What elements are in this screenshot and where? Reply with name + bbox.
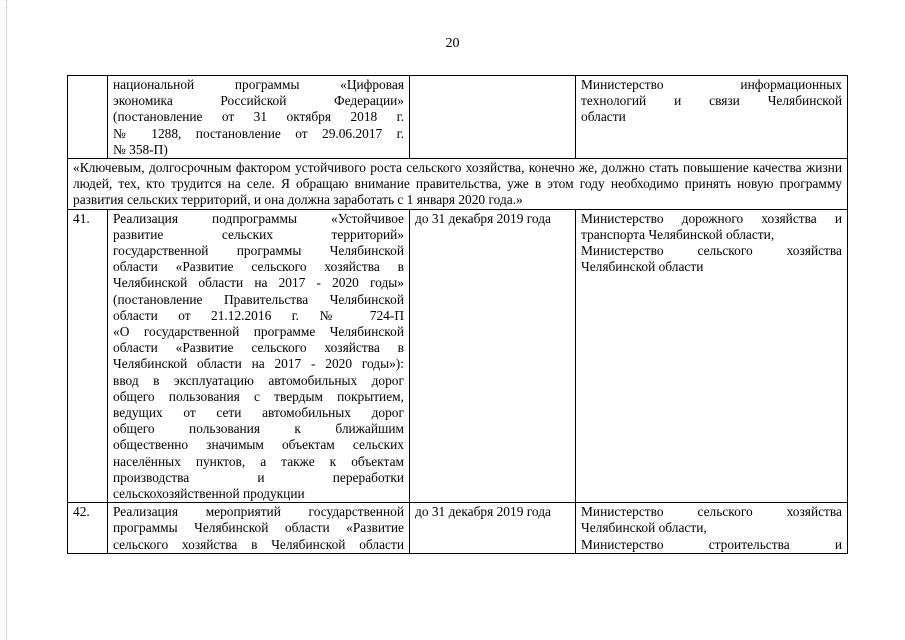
task-line: общего пользования с твердым покрытием, bbox=[113, 388, 404, 404]
page-edge-mark bbox=[6, 0, 8, 640]
task-line: населённых пунктов, а также к объектам bbox=[113, 453, 404, 469]
task-line: области «Развитие сельского хозяйства в bbox=[113, 340, 404, 356]
table-row bbox=[68, 503, 848, 554]
task-line: (постановление Правительства Челябинской bbox=[113, 291, 404, 307]
task-line: области от 21.12.2016 г. № 724-П bbox=[113, 307, 404, 323]
task-line: (постановление от 31 октября 2018 г. bbox=[113, 109, 404, 125]
deadline-cell bbox=[410, 76, 576, 159]
responsible-line: области bbox=[581, 109, 626, 125]
row-number: 41. bbox=[68, 209, 108, 503]
task-line: общего пользования к ближайшим bbox=[113, 421, 404, 437]
task-line: Челябинской области на 2017 - 2020 годы»): bbox=[113, 356, 404, 372]
table-row bbox=[68, 209, 848, 503]
task-line: сельского хозяйства в Челябинской области bbox=[113, 536, 404, 552]
task-line: государственной программы Челябинской bbox=[113, 243, 404, 259]
table-row bbox=[68, 76, 848, 159]
task-line: ввод в эксплуатацию автомобильных дорог bbox=[113, 372, 404, 388]
deadline-cell: до 31 декабря 2019 года bbox=[410, 209, 576, 503]
responsible-line: Министерство информационных bbox=[581, 77, 842, 92]
task-line: Реализация подпрограммы «Устойчивое bbox=[113, 210, 404, 226]
task-cell bbox=[108, 76, 410, 159]
task-line: программы Челябинской области «Развитие bbox=[113, 520, 404, 536]
responsible-line: Министерство сельского хозяйства bbox=[581, 243, 842, 259]
responsible-cell bbox=[576, 76, 848, 159]
responsible-line: Министерство дорожного хозяйства и bbox=[581, 210, 842, 226]
row-number: 42. bbox=[68, 503, 108, 554]
task-line: № 358-П) bbox=[113, 141, 168, 157]
responsible-cell bbox=[576, 209, 848, 503]
task-line: развитие сельских территорий» bbox=[113, 226, 404, 242]
task-line: ведущих от сети автомобильных дорог bbox=[113, 405, 404, 421]
task-line: общественно значимым объектам сельских bbox=[113, 437, 404, 453]
task-line: области «Развитие сельского хозяйства в bbox=[113, 259, 404, 275]
task-line: сельскохозяйственной продукции bbox=[113, 486, 305, 502]
responsible-line: транспорта Челябинской области, bbox=[581, 226, 775, 242]
measures-table bbox=[67, 75, 848, 554]
responsible-line: технологий и связи Челябинской bbox=[581, 93, 842, 109]
task-cell bbox=[108, 209, 410, 503]
task-line: «О государственной программе Челябинской bbox=[113, 324, 404, 340]
task-line: экономика Российской Федерации» bbox=[113, 93, 404, 109]
responsible-line: Министерство сельского хозяйства bbox=[581, 504, 842, 520]
deadline-cell: до 31 декабря 2019 года bbox=[410, 503, 576, 554]
responsible-line: Челябинской области, bbox=[581, 520, 707, 536]
row-number-cell bbox=[68, 76, 108, 159]
task-line: производства и переработки bbox=[113, 469, 404, 485]
task-cell bbox=[108, 503, 410, 554]
task-line: № 1288, постановление от 29.06.2017 г. bbox=[113, 125, 404, 141]
task-line: национальной программы «Цифровая bbox=[113, 77, 404, 92]
page-number: 20 bbox=[445, 36, 460, 51]
quote-row bbox=[68, 159, 848, 210]
task-line: Реализация мероприятий государственной bbox=[113, 504, 404, 520]
presidential-quote: «Ключевым, долгосрочным фактором устойчивого роста сельского хозяйства, конечно же, должно стать повышение качества жизни людей, тех, кто трудится на селе. Я обращаю внимание правительства, уже в этом году необходимо принять новую программу развития сельских территорий, и она должна заработать с 1 января 2020 года.» bbox=[68, 159, 848, 210]
responsible-line: Челябинской области bbox=[581, 259, 704, 275]
task-line: Челябинской области на 2017 - 2020 годы» bbox=[113, 275, 404, 291]
responsible-cell bbox=[576, 503, 848, 554]
responsible-line: Министерство строительства и bbox=[581, 536, 842, 552]
